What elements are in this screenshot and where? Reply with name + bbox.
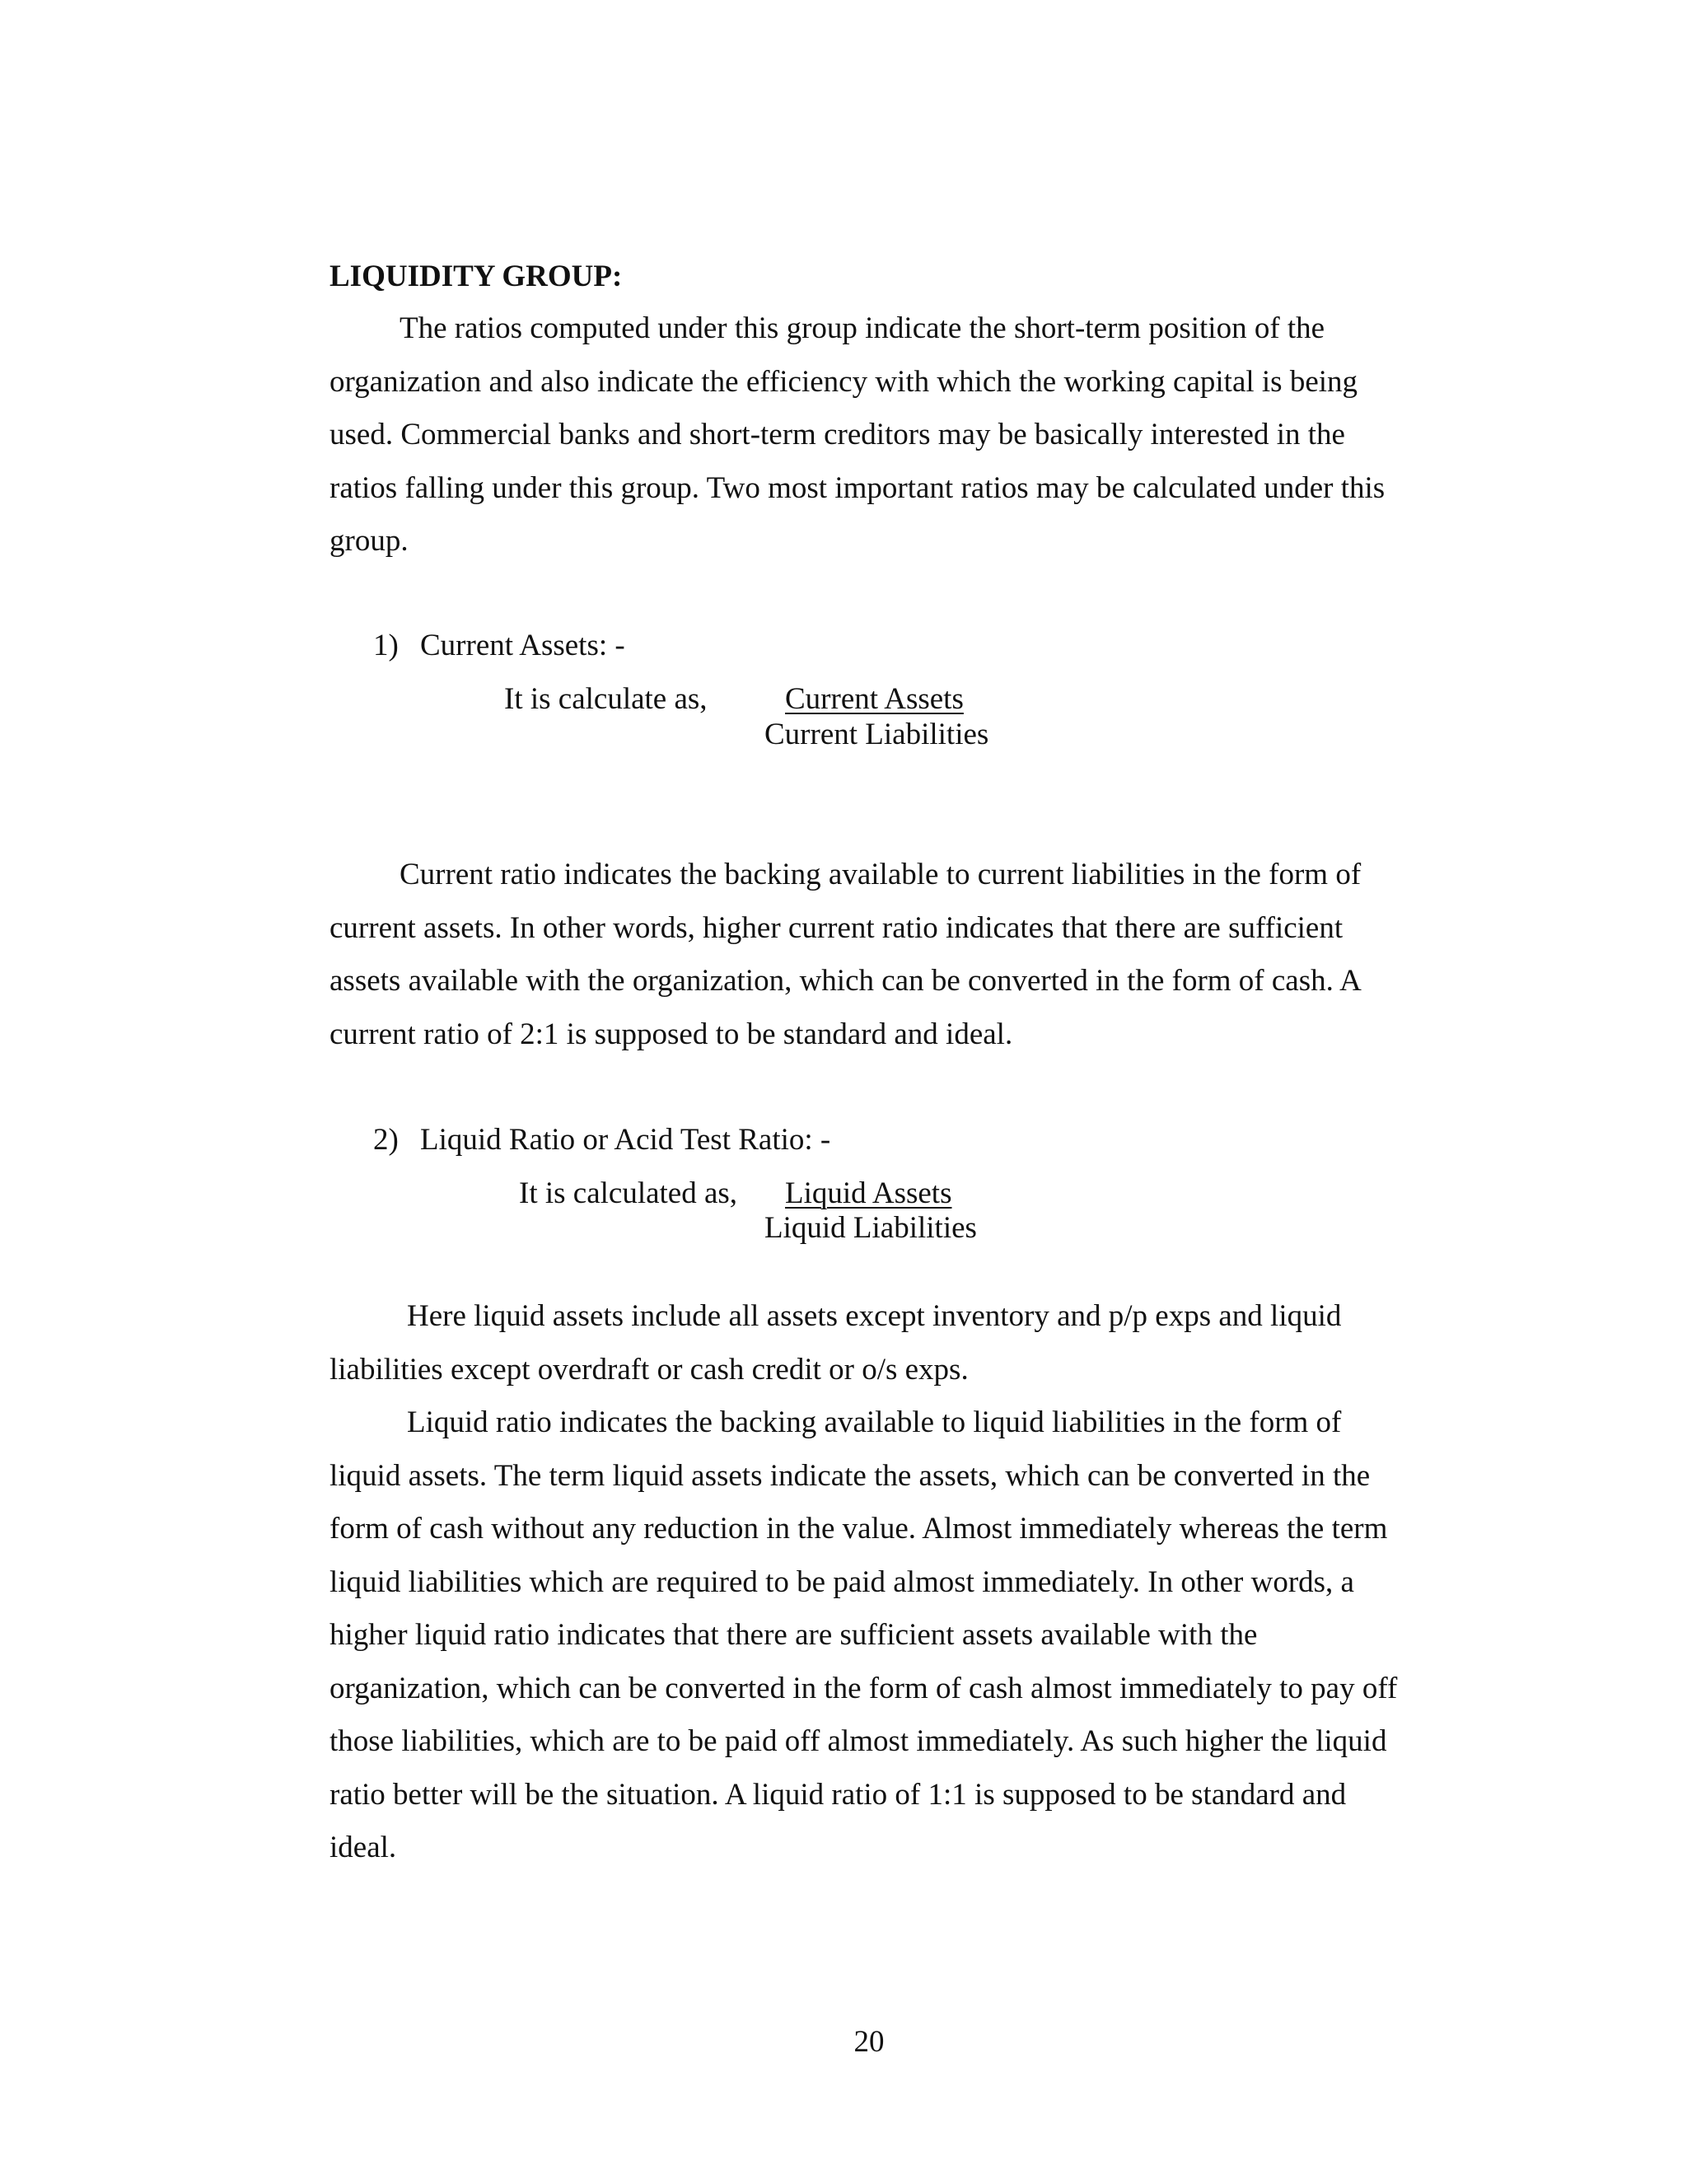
paragraph-line: group.	[329, 524, 409, 558]
paragraph-line: those liabilities, which are to be paid off almost immediately. As such higher the liquid	[329, 1724, 1387, 1758]
section-heading: LIQUIDITY GROUP:	[329, 260, 623, 293]
paragraph-line: Current ratio indicates the backing available to current liabilities in the form of	[400, 858, 1362, 891]
calculation-label: It is calculated as,	[519, 1176, 738, 1210]
list-item-title: Liquid Ratio or Acid Test Ratio: -	[420, 1123, 831, 1157]
paragraph-line: higher liquid ratio indicates that there are sufficient assets available with the	[329, 1618, 1258, 1652]
paragraph-line: Here liquid assets include all assets except inventory and p/p exps and liquid	[407, 1299, 1342, 1333]
paragraph-line: used. Commercial banks and short-term creditors may be basically interested in the	[329, 418, 1345, 451]
formula-denominator: Liquid Liabilities	[764, 1211, 977, 1245]
paragraph-line: form of cash without any reduction in the value. Almost immediately whereas the term	[329, 1512, 1388, 1546]
paragraph-line: current ratio of 2:1 is supposed to be standard and ideal.	[329, 1017, 1013, 1051]
page-number: 20	[853, 2025, 885, 2059]
paragraph-line: ratio better will be the situation. A liquid ratio of 1:1 is supposed to be standard and	[329, 1777, 1347, 1812]
paragraph-line: ideal.	[329, 1831, 397, 1864]
paragraph-line: organization and also indicate the efficiency with which the working capital is being	[329, 364, 1358, 399]
paragraph-line: assets available with the organization, which can be converted in the form of cash. A	[329, 964, 1362, 998]
paragraph-line: liquid liabilities which are required to be paid almost immediately. In other words, a	[329, 1564, 1354, 1599]
paragraph-line: organization, which can be converted in the form of cash almost immediately to pay off	[329, 1671, 1398, 1705]
current-ratio-paragraph	[329, 849, 1417, 1061]
paragraph-line: liquid assets. The term liquid assets indicate the assets, which can be converted in the	[329, 1458, 1371, 1493]
formula-numerator: Liquid Assets	[785, 1176, 952, 1210]
paragraph-line: Liquid ratio indicates the backing available to liquid liabilities in the form of	[407, 1405, 1342, 1439]
paragraph-line: current assets. In other words, higher current ratio indicates that there are sufficient	[329, 910, 1344, 945]
formula-numerator: Current Assets	[785, 682, 964, 716]
formula-denominator: Current Liabilities	[764, 718, 989, 751]
paragraph-line: liabilities except overdraft or cash credit or o/s exps.	[329, 1352, 969, 1387]
list-item-number: 1)	[373, 629, 399, 662]
intro-paragraph	[329, 302, 1417, 568]
paragraph-line: ratios falling under this group. Two most important ratios may be calculated under this	[329, 470, 1386, 505]
liquid-assets-paragraph	[329, 1290, 1417, 1396]
liquid-ratio-paragraph	[329, 1396, 1417, 1875]
paragraph-line: The ratios computed under this group indicate the short-term position of the	[400, 311, 1325, 345]
calculation-label: It is calculate as,	[504, 682, 708, 716]
list-item-title: Current Assets: -	[420, 629, 625, 662]
list-item-number: 2)	[373, 1123, 399, 1157]
